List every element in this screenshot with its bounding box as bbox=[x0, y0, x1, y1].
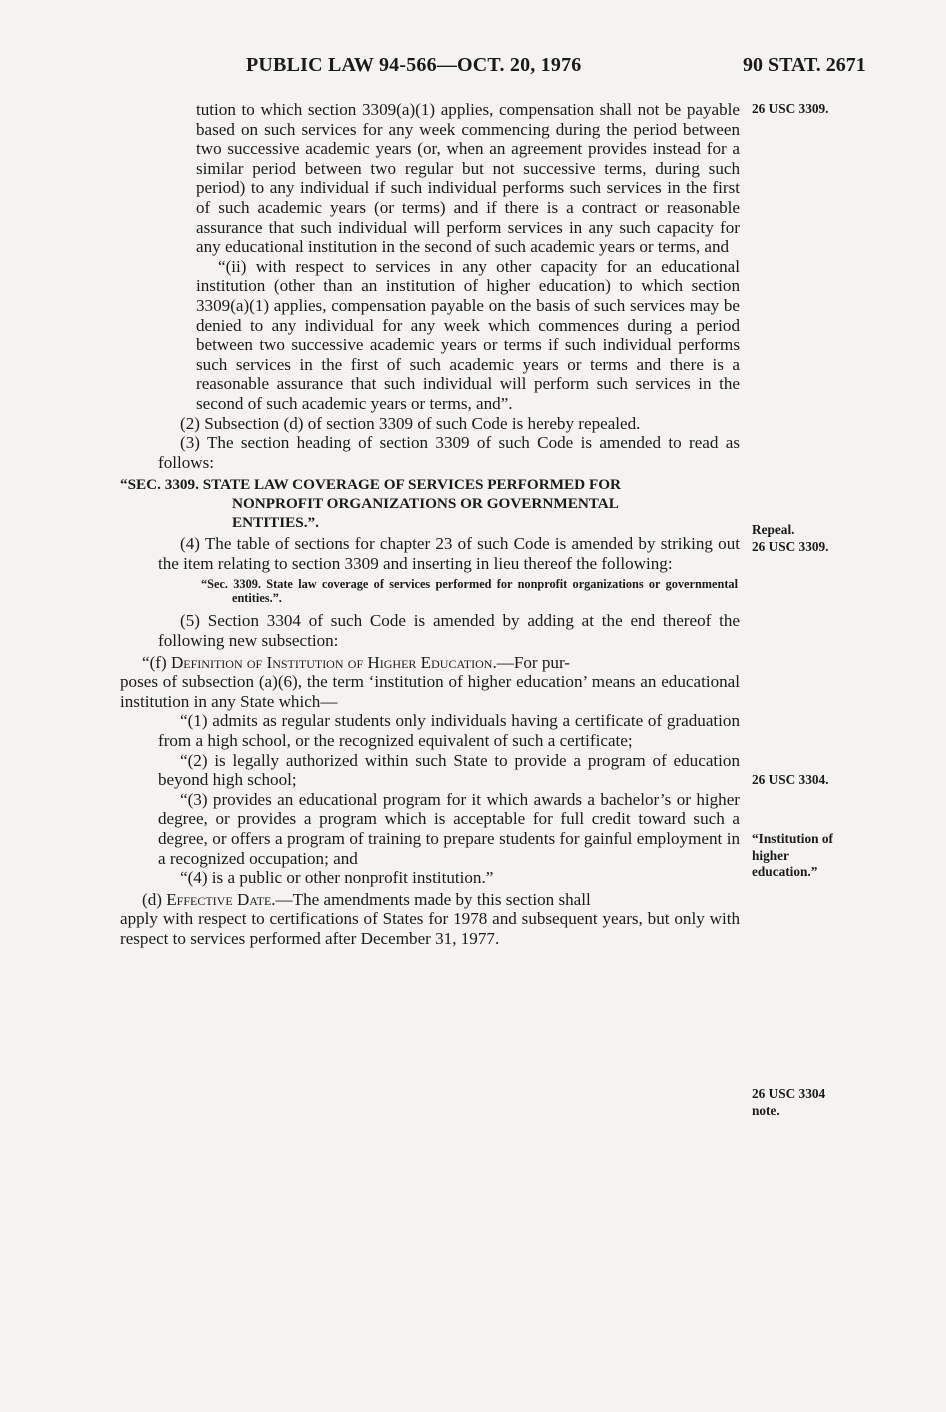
page-stat-number: 90 STAT. 2671 bbox=[743, 54, 866, 76]
subsection-d-heading bbox=[120, 890, 740, 910]
paragraph: (5) Section 3304 of such Code is amended by adding at the end thereof the following new subsection: bbox=[158, 611, 740, 651]
margin-citation: Repeal. 26 USC 3309. bbox=[752, 522, 829, 554]
subsection-f-open: “(f) bbox=[142, 652, 171, 672]
margin-citation: 26 USC 3309. bbox=[752, 101, 829, 116]
paragraph: “(4) is a public or other nonprofit institution.” bbox=[180, 868, 494, 888]
paragraph: tution to which section 3309(a)(1) applies, compensation shall not be payable based on such services for any week commencing during the period between two successive academic years (or, when an agreement provides instead for a similar period between two regular but not successive terms, during such period) to any individual if such individual performs such services in the first of such academic years (or terms) and if there is a contract or reasonable assurance that such individual will perform services in any such capacity for any educational institution in the second of such academic years or terms, and bbox=[196, 100, 740, 257]
subsection-f-heading bbox=[120, 653, 740, 673]
section-heading bbox=[120, 475, 740, 532]
paragraph: (3) The section heading of section 3309 of such Code is amended to read as follows: bbox=[158, 433, 740, 472]
subsection-d-open: (d) bbox=[142, 889, 167, 909]
body-text bbox=[120, 100, 740, 949]
paragraph: poses of subsection (a)(6), the term ‘institution of higher education’ means an educational institution in any State which— bbox=[120, 672, 740, 711]
paragraph: “(ii) with respect to services in any other capacity for an educational institution (other than an institution of higher education) to which section 3309(a)(1) applies, compensation payable on the basis of such services may be denied to any individual for any week which commences during a period between two successive academic years or terms if such individual performs such services in the first of such academic years or terms and there is a reasonable assurance that such individual will perform such services in the second of such academic years or terms, and”. bbox=[196, 256, 740, 413]
section-heading-line: NONPROFIT ORGANIZATIONS OR GOVERNMENTAL bbox=[232, 495, 619, 513]
table-of-sections-item: “Sec. 3309. State law coverage of services performed for nonprofit organizations or governmental entities.”. bbox=[201, 577, 738, 606]
margin-citation: 26 USC 3304. bbox=[752, 772, 829, 787]
paragraph: apply with respect to certifications of States for 1978 and subsequent years, but only with respect to services performed after December 31, 1977. bbox=[120, 909, 740, 948]
section-heading-line: “SEC. 3309. STATE LAW COVERAGE OF SERVICES PERFORMED FOR bbox=[120, 476, 621, 494]
margin-definition-note: “Institution of higher education.” bbox=[752, 831, 833, 879]
paragraph: “(3) provides an educational program for it which awards a bachelor’s or higher degree, or provides a program which is acceptable for full credit toward such a degree, or offers a program of training to prepare students for gainful employment in a recognized occupation; and bbox=[158, 789, 740, 868]
subsection-f-tail: .—For pur- bbox=[492, 652, 570, 672]
subsection-d-caption: Effective Date bbox=[166, 889, 272, 909]
subsection-f-caption: Definition of Institution of Higher Education bbox=[170, 652, 493, 672]
margin-citation: 26 USC 3304 note. bbox=[752, 1086, 826, 1118]
subsection-d-tail: .—The amendments made by this section shall bbox=[271, 889, 591, 909]
paragraph: (2) Subsection (d) of section 3309 of such Code is hereby repealed. bbox=[180, 413, 641, 433]
paragraph: “(2) is legally authorized within such State to provide a program of education beyond high school; bbox=[158, 750, 740, 790]
paragraph: “(1) admits as regular students only individuals having a certificate of graduation from a high school, or the recognized equivalent of such a certificate; bbox=[158, 711, 740, 751]
paragraph: (4) The table of sections for chapter 23 of such Code is amended by striking out the item relating to section 3309 and inserting in lieu thereof the following: bbox=[158, 534, 740, 573]
section-heading-line: ENTITIES.”. bbox=[232, 514, 319, 532]
running-header-title: PUBLIC LAW 94-566—OCT. 20, 1976 bbox=[246, 54, 582, 76]
